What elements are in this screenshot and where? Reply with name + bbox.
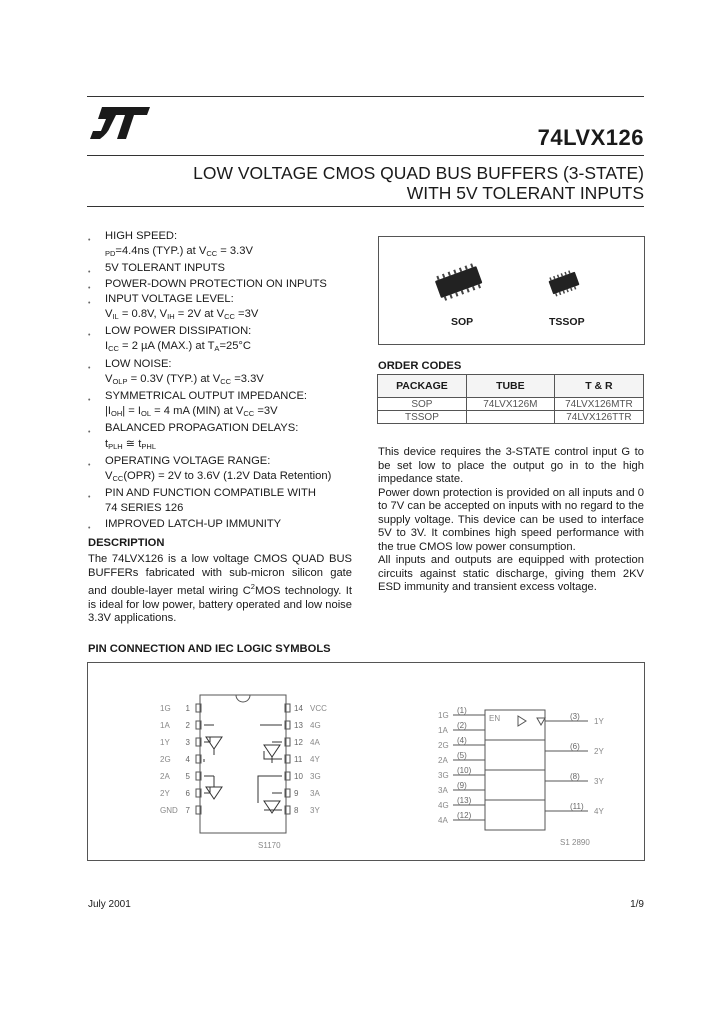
table-cell: SOP <box>378 398 467 411</box>
feature-item <box>88 261 368 276</box>
iec-input-name: 1A <box>438 726 448 735</box>
iec-code: S1 2890 <box>560 838 590 847</box>
feature-detail: $V_{IL} = 0.8V$, $V_{IH} = 2V$ at $V_{CC} =3V$ <box>105 308 259 322</box>
table-row <box>378 398 644 411</box>
iec-symbol <box>485 710 545 830</box>
iec-input-name: 4G <box>438 801 449 810</box>
column-header: PACKAGE <box>378 375 467 398</box>
iec-input-number: (12) <box>457 811 472 820</box>
feature-detail: $|I_{OH}| = I_{OL} = 4$ mA (MIN) at $V_{CC} =3V$ <box>105 405 278 419</box>
page-title <box>84 163 644 203</box>
feature-item <box>88 324 368 356</box>
table-cell: 74LVX126TTR <box>554 411 643 424</box>
table-cell: TSSOP <box>378 411 467 424</box>
pin-name: 4G <box>310 721 321 730</box>
bullet-icon: • <box>88 364 91 372</box>
feature-title: INPUT VOLTAGE LEVEL: <box>105 292 234 305</box>
top-rule <box>87 96 644 97</box>
paragraph: All inputs and outputs are equipped with protection circuits against static discharge, giving them 2KV ESD immunity and transient excess voltage. <box>378 554 644 593</box>
features-list <box>88 229 368 532</box>
pin-number: 9 <box>294 789 299 798</box>
bullet-icon: • <box>88 237 91 244</box>
feature-detail: $I_{CC} = 2$ µA (MAX.) at $T_A=25^\circ C$ <box>105 340 251 354</box>
title-rule <box>87 206 644 207</box>
sop-label: SOP <box>451 316 474 328</box>
feature-item <box>88 517 368 532</box>
pin-name: 3A <box>310 789 320 798</box>
iec-output-number: (8) <box>570 772 580 781</box>
iec-output-name: 3Y <box>594 777 604 786</box>
feature-title: IMPROVED LATCH-UP IMMUNITY <box>105 517 282 530</box>
pin-diagram-box <box>87 662 645 861</box>
iec-output-name: 4Y <box>594 807 604 816</box>
paragraph: Power down protection is provided on all inputs and 0 to 7V can be accepted on inputs with no regard to the supply voltage. This device can be used to interface 5V to 3V. It combines high speed performance with the true CMOS low power consumption. <box>378 486 644 553</box>
feature-item <box>88 454 368 486</box>
description-heading: DESCRIPTION <box>88 537 165 549</box>
feature-detail: $V_{CC}(OPR) = 2V$ to 3.6V (1.2V Data Retention) <box>105 470 332 484</box>
feature-item <box>88 292 368 324</box>
iec-input-name: 4A <box>438 816 448 825</box>
feature-detail: $V_{OLP} = 0.3V$ (TYP.) at $V_{CC} =3.3V$ <box>105 372 264 386</box>
pin-number: 13 <box>294 721 303 730</box>
footer-date: July 2001 <box>88 899 131 910</box>
iec-input-number: (9) <box>457 781 467 790</box>
feature-title: BALANCED PROPAGATION DELAYS: <box>105 422 299 435</box>
feature-title: SYMMETRICAL OUTPUT IMPEDANCE: <box>105 390 308 403</box>
pin-number: 10 <box>294 772 303 781</box>
iec-input-name: 2A <box>438 756 448 765</box>
feature-item <box>88 421 368 453</box>
header-rule <box>87 155 644 156</box>
bullet-icon: • <box>88 494 91 502</box>
pin-number: 8 <box>294 806 299 815</box>
description-text: The 74LVX126 is a low voltage CMOS QUAD BUS BUFFERs fabricated with sub-micron silicon gate and double-layer metal wiring $C^2MOS$ technology. It is ideal for low power, battery operated and low noise 3.3V applications. <box>88 553 353 624</box>
pin-name: 1Y <box>160 738 170 747</box>
pin-connection-heading: PIN CONNECTION AND IEC LOGIC SYMBOLS <box>88 643 331 655</box>
bullet-icon: • <box>88 284 91 292</box>
feature-title: LOW POWER DISSIPATION: <box>105 325 252 338</box>
paragraph: This device requires the 3-STATE control input G to be set low to place the output go in to the high impedance state. <box>378 446 644 485</box>
pin-number: 1 <box>185 704 190 713</box>
iec-output-number: (6) <box>570 742 580 751</box>
pin-number: 5 <box>185 772 190 781</box>
iec-input-number: (13) <box>457 796 472 805</box>
feature-item <box>88 357 368 389</box>
bullet-icon: • <box>88 269 91 277</box>
iec-output-number: (11) <box>570 802 584 811</box>
feature-detail: $_{PD}$=4.4ns (TYP.) at $V_{CC} = 3.3V$ <box>105 245 253 259</box>
feature-title: PIN AND FUNCTION COMPATIBLE WITH <box>105 487 316 500</box>
pin-name: 4Y <box>310 755 320 764</box>
pin-name: 1G <box>160 704 171 713</box>
pin-number: 7 <box>185 806 190 815</box>
feature-item <box>88 486 368 516</box>
pin-number: 2 <box>185 721 190 730</box>
feature-detail: $t_{PLH}$ ≅ $t_{PHL}$ <box>105 437 156 451</box>
tssop-package-icon <box>544 267 584 299</box>
iec-input-number: (5) <box>457 751 467 760</box>
iec-output-name: 1Y <box>594 717 604 726</box>
pin-number: 12 <box>294 738 303 747</box>
feature-item <box>88 229 368 261</box>
table-cell: 74LVX126M <box>466 398 554 411</box>
device-description <box>378 446 644 595</box>
pin-name: 3G <box>310 772 321 781</box>
pin-name: 4A <box>310 738 320 747</box>
feature-item <box>88 389 368 421</box>
table-cell <box>466 411 554 424</box>
footer-page: 1/9 <box>630 899 644 910</box>
pin-name: GND <box>160 806 178 815</box>
feature-title: 5V TOLERANT INPUTS <box>105 262 225 275</box>
iec-input-number: (10) <box>457 766 472 775</box>
bullet-icon: • <box>88 461 91 469</box>
pin-name: 2G <box>160 755 171 764</box>
pin-name: 3Y <box>310 806 320 815</box>
feature-title: OPERATING VOLTAGE RANGE: <box>105 454 271 467</box>
order-codes-table <box>377 374 644 424</box>
sop-package-icon <box>431 263 487 303</box>
iec-input-name: 3G <box>438 771 449 780</box>
bullet-icon: • <box>88 299 91 307</box>
bullet-icon: • <box>88 397 91 405</box>
iec-input-number: (4) <box>457 736 467 745</box>
pin-name: 2Y <box>160 789 170 798</box>
order-codes-heading: ORDER CODES <box>378 360 462 372</box>
column-header: T & R <box>554 375 643 398</box>
pin-diagram <box>88 663 644 860</box>
iec-en-label: EN <box>489 714 501 723</box>
pin-number: 11 <box>294 755 303 764</box>
bullet-icon: • <box>88 332 91 340</box>
iec-output-name: 2Y <box>594 747 604 756</box>
iec-input-number: (2) <box>457 721 467 730</box>
pin-number: 14 <box>294 704 303 713</box>
feature-title: HIGH SPEED: <box>105 230 178 242</box>
pin-number: 3 <box>185 738 190 747</box>
bullet-icon: • <box>88 429 91 437</box>
dip-notch <box>236 695 250 702</box>
iec-input-name: 2G <box>438 741 449 750</box>
buffer-gates <box>204 725 282 813</box>
feature-item <box>88 277 368 292</box>
table-cell: 74LVX126MTR <box>554 398 643 411</box>
pin-number: 4 <box>185 755 190 764</box>
part-number: 74LVX126 <box>537 125 644 150</box>
feature-title: LOW NOISE: <box>105 357 172 370</box>
column-header: TUBE <box>466 375 554 398</box>
bullet-icon: • <box>88 524 91 532</box>
iec-input-name: 3A <box>438 786 448 795</box>
pin-name: 1A <box>160 721 170 730</box>
title-line-1: LOW VOLTAGE CMOS QUAD BUS BUFFERS (3-STATE) <box>193 163 644 183</box>
feature-title: POWER-DOWN PROTECTION ON INPUTS <box>105 277 327 290</box>
st-logo-icon <box>88 103 154 143</box>
pin-name: VCC <box>310 704 327 713</box>
title-line-2: WITH 5V TOLERANT INPUTS <box>406 183 644 203</box>
pin-number: 6 <box>185 789 190 798</box>
table-header-row <box>378 375 644 398</box>
tssop-label: TSSOP <box>549 316 585 328</box>
pin-name: 2A <box>160 772 170 781</box>
feature-detail: 74 SERIES 126 <box>105 502 184 515</box>
dip-code: S1170 <box>258 841 281 850</box>
package-box <box>378 236 645 345</box>
iec-input-number: (1) <box>457 706 467 715</box>
dip-body <box>200 695 286 833</box>
table-row <box>378 411 644 424</box>
iec-output-number: (3) <box>570 712 580 721</box>
iec-input-name: 1G <box>438 711 449 720</box>
